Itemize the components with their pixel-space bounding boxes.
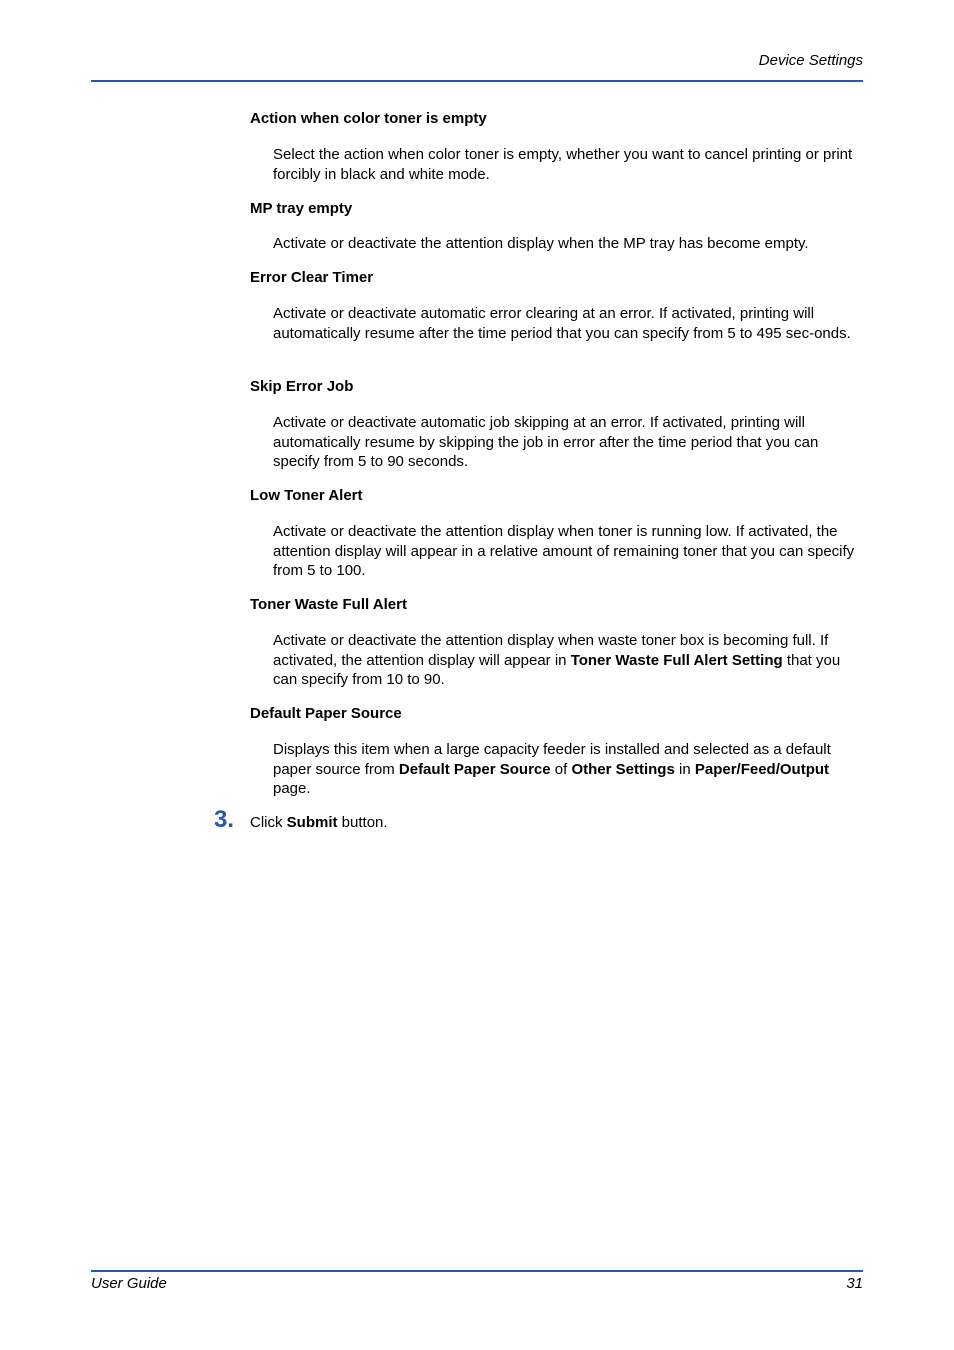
section-body-color-toner-empty: Select the action when color toner is empty, whether you want to cancel printing or print forcibly in black and white mode. bbox=[273, 146, 853, 183]
section-body-low-toner-alert: Activate or deactivate the attention display when toner is running low. If activated, the attention display will appear in a relative amount of remaining toner that you can specify from 5 to 100. bbox=[273, 523, 855, 580]
page-number: 31 bbox=[846, 1275, 863, 1292]
section-body-mp-tray-empty: Activate or deactivate the attention display when the MP tray has become empty. bbox=[273, 235, 809, 252]
footer-rule bbox=[91, 1270, 863, 1272]
bold-term: Other Settings bbox=[571, 760, 675, 778]
section-body-default-paper-source: Displays this item when a large capacity feeder is installed and selected as a default paper source from Default Paper Source of Other Settings in Paper/Feed/Output page. bbox=[273, 741, 831, 798]
step-instruction: Click Submit button. bbox=[250, 814, 388, 831]
section-title-skip-error-job: Skip Error Job bbox=[250, 378, 354, 395]
section-title-error-clear-timer: Error Clear Timer bbox=[250, 269, 374, 286]
footer-guide-title: User Guide bbox=[91, 1275, 167, 1292]
section-title-default-paper-source: Default Paper Source bbox=[250, 705, 402, 722]
section-title-color-toner-empty: Action when color toner is empty bbox=[250, 110, 487, 127]
bold-term: Toner Waste Full Alert Setting bbox=[570, 651, 783, 669]
running-header-title: Device Settings bbox=[758, 52, 863, 69]
header-rule bbox=[91, 80, 863, 82]
submit-term: Submit bbox=[286, 814, 338, 831]
step-number: 3. bbox=[214, 806, 235, 833]
section-body-toner-waste-full-alert: Activate or deactivate the attention display when waste toner box is becoming full. If activated, the attention display will appear in Toner Waste Full Alert Setting that you can specify from 10 to 90. bbox=[273, 632, 841, 689]
section-title-low-toner-alert: Low Toner Alert bbox=[250, 487, 363, 504]
section-title-toner-waste-full-alert: Toner Waste Full Alert bbox=[250, 596, 407, 613]
bold-term: Default Paper Source bbox=[398, 760, 551, 778]
section-body-error-clear-timer: Activate or deactivate automatic error clearing at an error. If activated, printing will automatically resume after the time period that you can specify from 5 to 495 sec-onds. bbox=[273, 305, 851, 342]
section-body-skip-error-job: Activate or deactivate automatic job skipping at an error. If activated, printing will automatically resume by skipping the job in error after the time period that you can specify from 5 to 90 seconds. bbox=[273, 414, 819, 471]
section-title-mp-tray-empty: MP tray empty bbox=[250, 200, 353, 217]
bold-term: Paper/Feed/Output bbox=[694, 760, 830, 778]
